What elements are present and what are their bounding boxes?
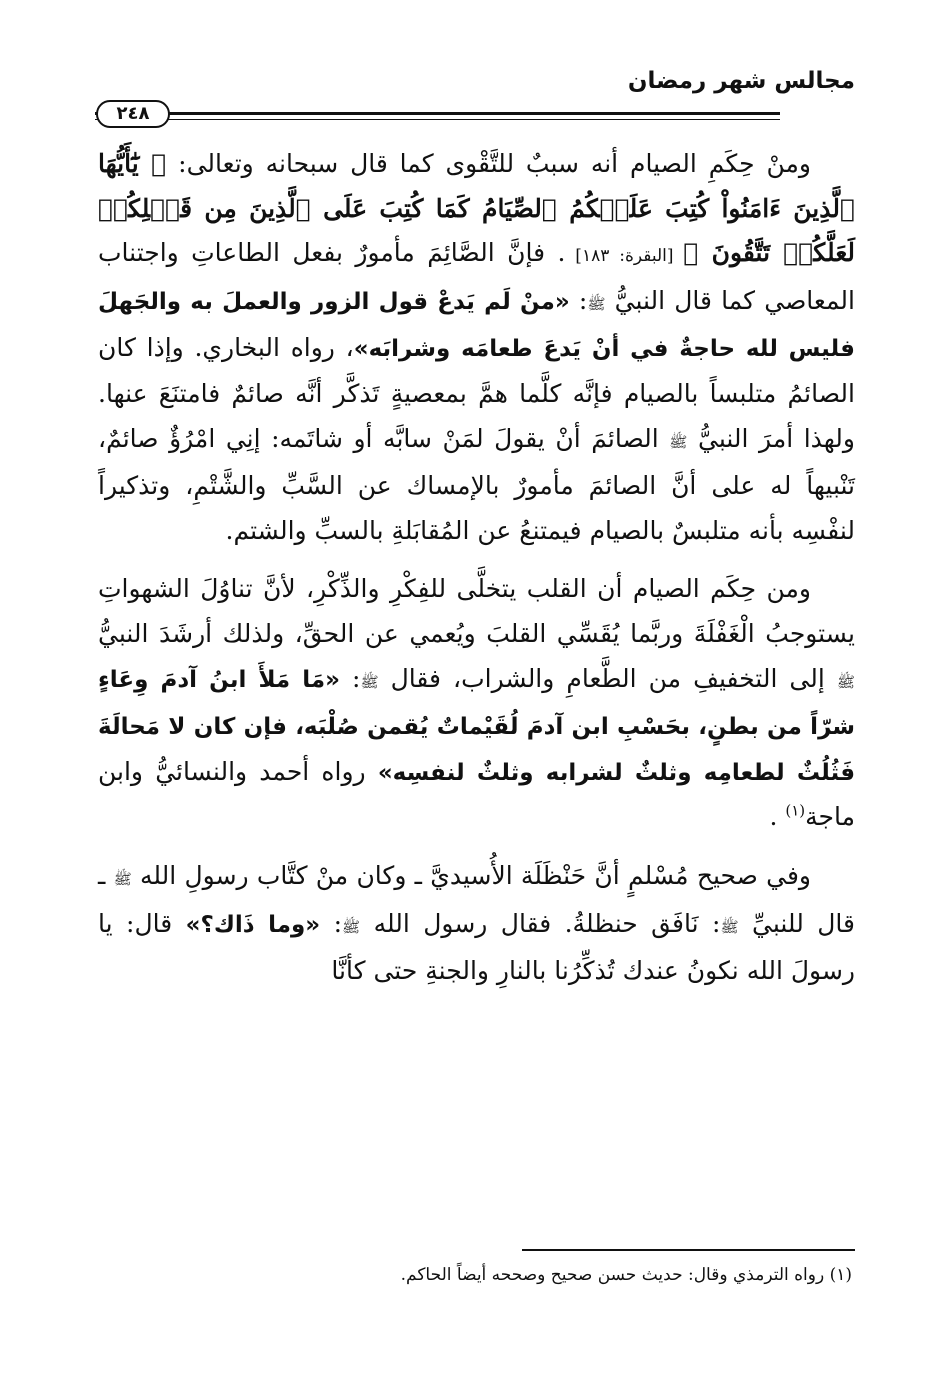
salutation-glyph: ﷺ [669,432,688,451]
salutation-glyph: ﷺ [587,294,606,313]
quran-verse: ﴿ يَٰٓأَيُّهَا ٱلَّذِينَ ءَامَنُواْ كُتِبَ عَلَيۡكُمُ ٱلصِّيَامُ كَمَا كُتِبَ عَلَى ٱلَّذِينَ مِن قَبۡلِكُمۡ لَعَلَّكُمۡ تَتَّقُونَ ﴾ [98,149,855,268]
footnote-marker[interactable]: (١) [785,801,806,820]
text-segment: : [569,285,588,315]
salutation-glyph: ﷺ [360,672,379,691]
text-segment: وفي صحيح مُسْلمٍ أنَّ حَنْظَلَة الأُسيديَّ ـ وكان منْ كتَّاب رسولِ الله [131,860,812,890]
text-segment: إلى التخفيفِ من الطَّعامِ والشراب، فقال [378,663,837,693]
salutation-glyph: ﷺ [836,672,855,691]
text-segment: . فإنَّ الصَّائِمَ مأمورٌ بفعل الطاعاتِ واجتناب المعاصي كما قال النبيُّ [98,238,855,315]
salutation-glyph: ﷺ [720,917,739,936]
body-text [98,142,855,994]
hadith-quote: «منْ لَم يَدعْ قول الزور والعملَ به والجَهلَ فليس لله حاجةٌ في أنْ يَدعَ طعامَه وشرابَه» [98,288,855,363]
text-segment: : نَافَق حنظلةُ. فقال رسول الله [360,908,721,938]
footnote-separator [522,1249,855,1251]
hadith-quote: «وما ذَاك؟» [185,911,321,938]
text-segment: ومن حِكَم الصيام أن القلب يتخلَّى للفِكْرِ والذِّكْرِ، لأنَّ تناوُلَ الشهواتِ يستوجبُ الْغَفْلَةَ وربَّما يُقَسِّي القلبَ ويُعمي عن الحقِّ، ولذلك أرشَدَ النبيُّ [98,574,855,648]
footnote: (١) رواه الترمذي وقال: حديث حسن صحيح وصححه أيضاً الحاكم. [400,1265,852,1285]
text-segment: الصائمَ أنْ يقولَ لمَنْ سابَّه أو شاتَمه: إنِي امْرُؤٌ صائمٌ، تَنْبيهاً له على أنَّ الصائمَ مأمورٌ بالإمساك عن السَّبِّ والشَّتْمِ، وتذكيراً لنفْسِه بأنه متلبسٌ بالصيام فيمتنعُ عن المُقابَلةِ بالسبِّ والشتم. [98,423,855,545]
header-rule [95,112,780,120]
paragraph-hanzala [98,854,855,994]
salutation-glyph: ﷺ [342,917,361,936]
hadith-quote: «مَا مَلأَ ابنُ آدمَ وِعَاءٍ شرّاً من بطنٍ، بحَسْبِ ابن آدمَ لُقَيْماتٌ يُقمن صُلْبَه، فإن كان لا مَحالَةَ فَثُلُثٌ لطعامِه وثلثٌ لشرابه وثلثٌ لنفسِه» [98,666,856,786]
page-number: ٢٤٨ [96,100,170,128]
verse-reference: [البقرة: ١٨٣] [565,246,684,267]
paragraph-fasting-taqwa [98,142,855,553]
text-segment: ، رواه البخاري. وإذا كان الصائمُ متلبساً بالصيام فإنَّه كلَّما همَّ بمعصيةٍ تَذكَّر أنَّه صائمٌ فامتنَعَ عنها. ولهذا أمرَ النبيُّ [98,333,855,453]
text-segment: ـ قال للنبيِّ [98,860,855,938]
salutation-glyph: ﷺ [113,869,132,888]
text-segment: : [340,663,361,693]
paragraph-heart-reflection [98,567,855,840]
text-segment: . [769,802,786,832]
text-segment: رواه أحمد والنسائيُّ وابن ماجة [98,756,855,832]
running-title: مجالس شهر رمضان [627,68,855,94]
text-segment: : [320,908,342,938]
text-segment: قال: يا رسولَ الله نكونُ عندك تُذكِّرُنا بالنارِ والجنةِ حتى كأنَّا [98,908,855,986]
text-segment: ومنْ حِكَمِ الصيام أنه سببٌ للتَّقْوى كما قال سبحانه وتعالى: [166,149,811,178]
